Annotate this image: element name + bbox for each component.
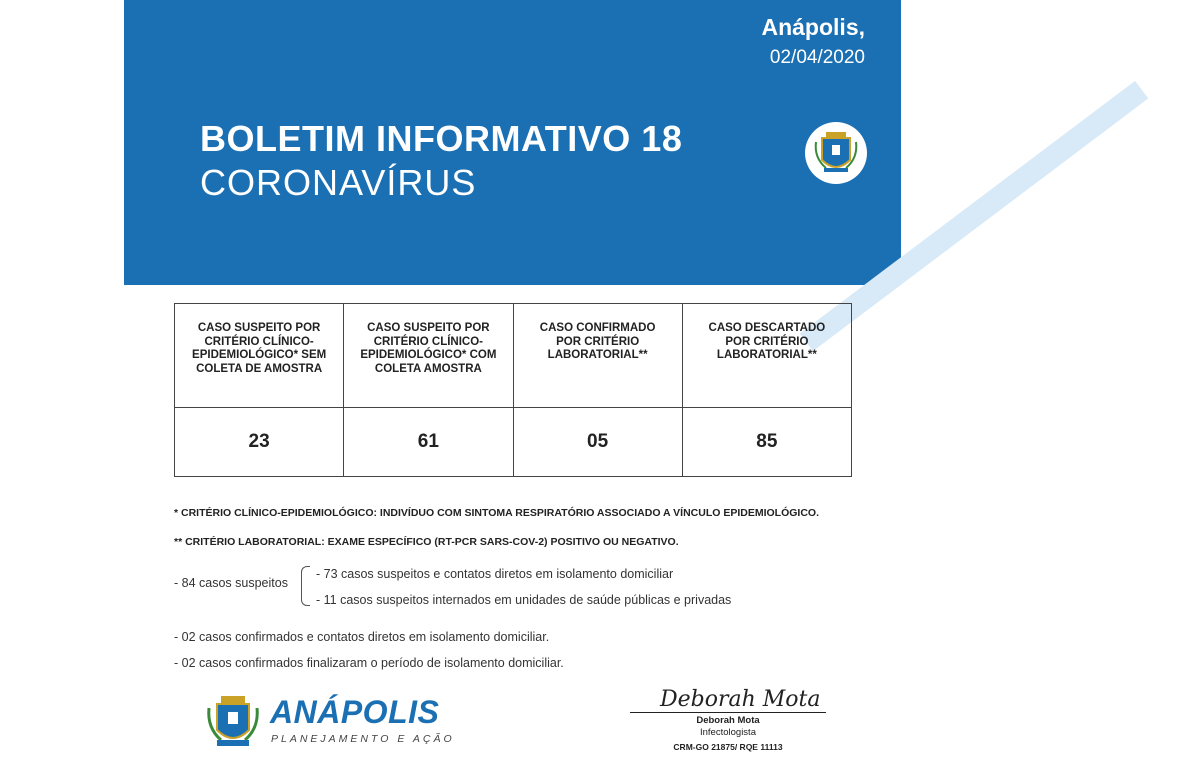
city-label: Anápolis, xyxy=(761,14,865,40)
table-value-cell: 23 xyxy=(175,408,344,477)
signer-crm: CRM-GO 21875/ RQE 11113 xyxy=(673,742,783,752)
bulletin-subtitle: CORONAVÍRUS xyxy=(200,162,477,203)
signer-role: Infectologista xyxy=(700,727,756,738)
footnote-clinical: * CRITÉRIO CLÍNICO-EPIDEMIOLÓGICO: INDIVÍDUO COM SINTOMA RESPIRATÓRIO ASSOCIADO A VÍNCULO EPIDEMIOLÓGICO. xyxy=(174,507,819,519)
date-label: 02/04/2020 xyxy=(769,47,865,68)
table-header-cell: CASO SUSPEITO POR CRITÉRIO CLÍNICO-EPIDEMIOLÓGICO* COM COLETA AMOSTRA xyxy=(344,304,513,408)
confirmed-finished: - 02 casos confirmados finalizaram o período de isolamento domiciliar. xyxy=(174,656,564,670)
footnote-laboratory: ** CRITÉRIO LABORATORIAL: EXAME ESPECÍFICO (RT-PCR SARS-COV-2) POSITIVO OU NEGATIVO. xyxy=(174,536,679,548)
table-value-cell: 61 xyxy=(344,408,513,477)
suspects-total: - 84 casos suspeitos xyxy=(174,576,288,590)
signer-name: Deborah Mota xyxy=(696,715,760,726)
bulletin-title: BOLETIM INFORMATIVO 18 xyxy=(200,118,683,159)
suspects-hospitalized: - 11 casos suspeitos internados em unidades de saúde públicas e privadas xyxy=(316,593,732,607)
table-value-cell: 85 xyxy=(682,408,851,477)
city-seal-icon xyxy=(805,122,867,184)
svg-text:Deborah Mota: Deborah Mota xyxy=(660,687,821,712)
logo-tagline: PLANEJAMENTO E AÇÃO xyxy=(271,733,455,745)
table-header-cell: CASO CONFIRMADO POR CRITÉRIO LABORATORIAL** xyxy=(513,304,682,408)
case-table xyxy=(174,303,852,477)
handwritten-signature xyxy=(640,684,821,719)
table-header-row xyxy=(175,304,852,408)
table-header-cell: CASO SUSPEITO POR CRITÉRIO CLÍNICO-EPIDEMIOLÓGICO* SEM COLETA DE AMOSTRA xyxy=(175,304,344,408)
confirmed-isolation: - 02 casos confirmados e contatos diretos em isolamento domiciliar. xyxy=(174,630,550,644)
header-banner xyxy=(124,0,901,285)
logo-name: ANÁPOLIS xyxy=(270,694,440,730)
table-header-cell: CASO DESCARTADO POR CRITÉRIO LABORATORIAL** xyxy=(682,304,851,408)
city-logo-seal-icon xyxy=(205,690,261,752)
table-value-row xyxy=(175,408,852,477)
suspects-isolation: - 73 casos suspeitos e contatos diretos em isolamento domiciliar xyxy=(316,567,674,581)
brace xyxy=(301,566,310,606)
signature-line xyxy=(630,712,826,713)
table-value-cell: 05 xyxy=(513,408,682,477)
